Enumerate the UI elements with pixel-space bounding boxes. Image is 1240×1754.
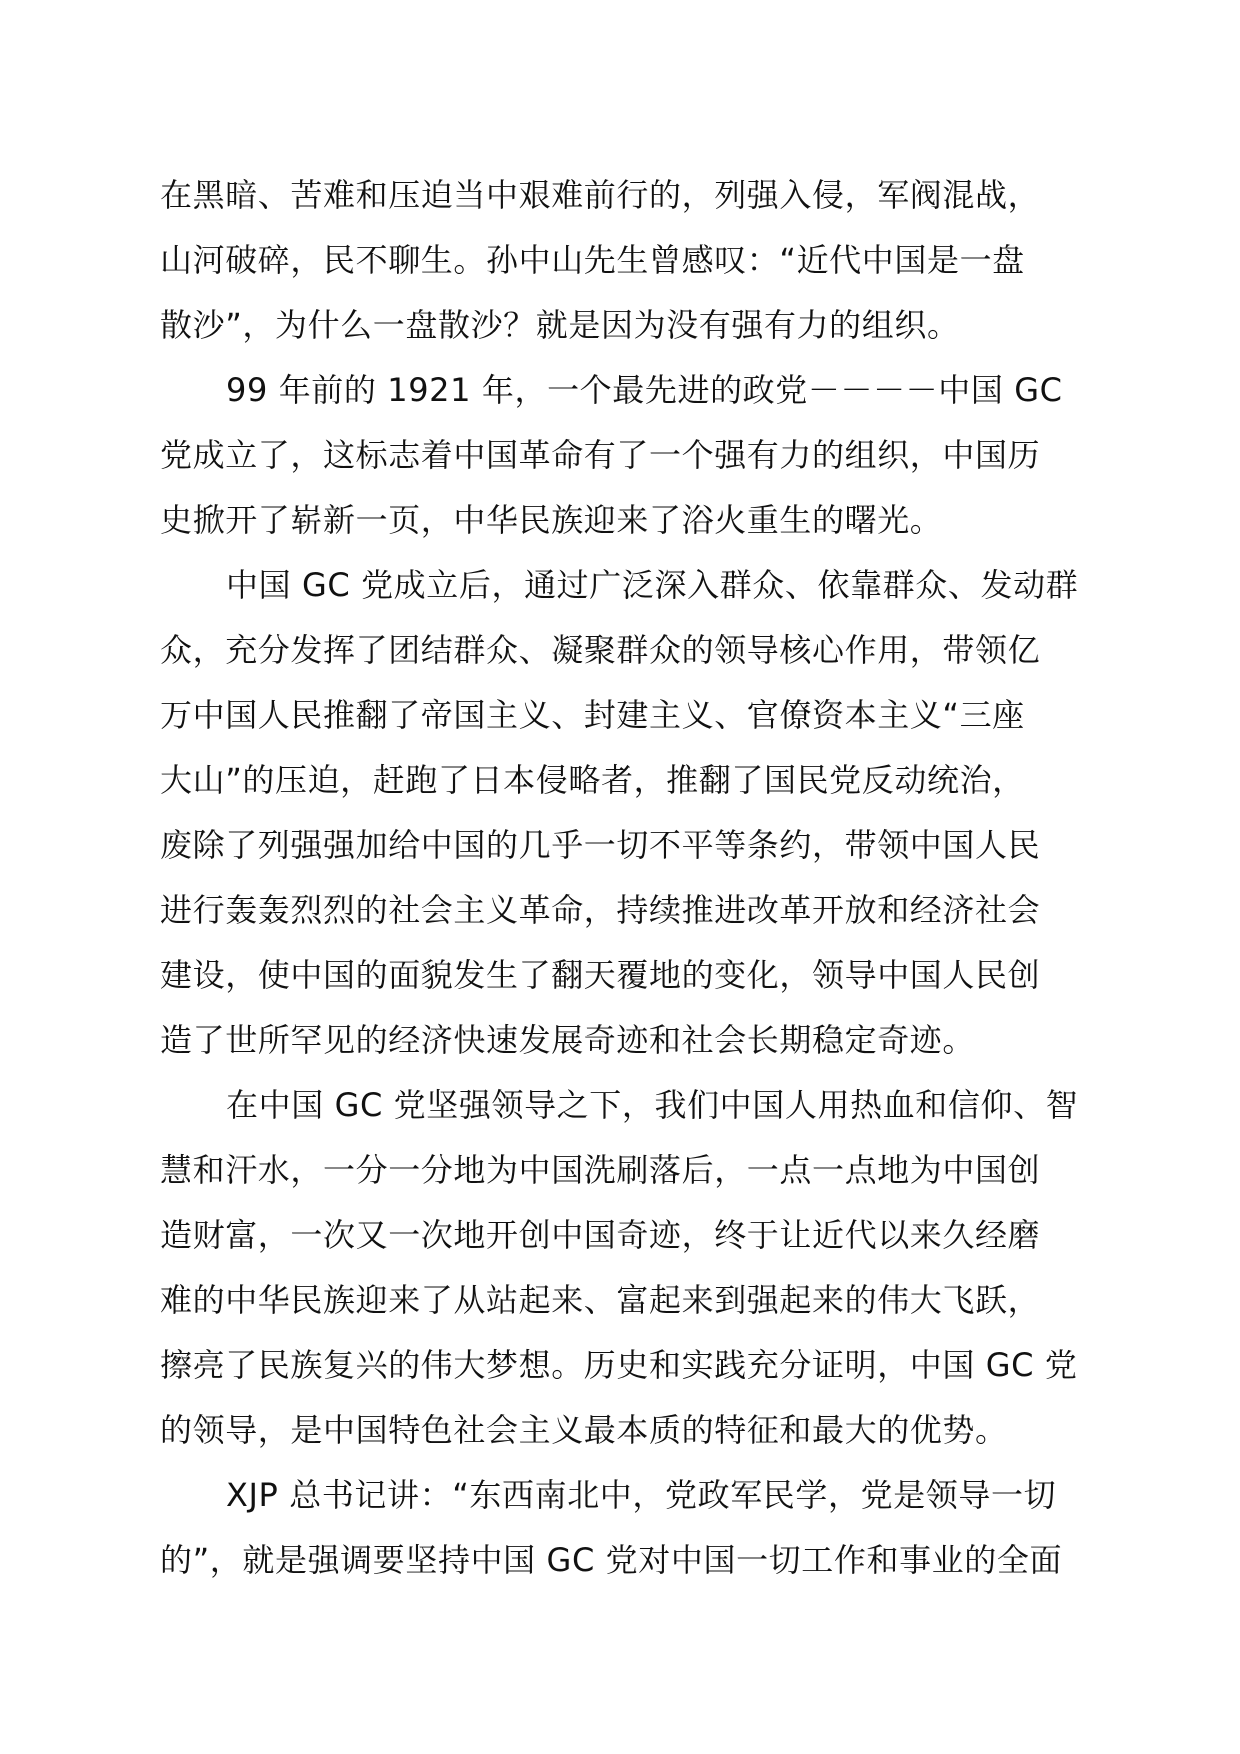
text-line: 建设，使中国的面貌发生了翻天覆地的变化，领导中国人民创: [160, 956, 1041, 994]
text-line: 散沙”，为什么一盘散沙？就是因为没有强有力的组织。: [160, 306, 960, 344]
text-line: 众，充分发挥了团结群众、凝聚群众的领导核心作用，带领亿: [160, 631, 1041, 669]
text-line: 的领导，是中国特色社会主义最本质的特征和最大的优势。: [160, 1411, 1008, 1449]
body-text: [160, 163, 1090, 1593]
text-line: 万中国人民推翻了帝国主义、封建主义、官僚资本主义“三座: [160, 696, 1025, 734]
text-line: 造了世所罕见的经济快速发展奇迹和社会长期稳定奇迹。: [160, 1021, 976, 1059]
text-line: 党成立了，这标志着中国革命有了一个强有力的组织，中国历: [160, 436, 1041, 474]
text-line: 慧和汗水，一分一分地为中国洗刷落后，一点一点地为中国创: [160, 1151, 1041, 1189]
paragraph-first-line: 99 年前的 1921 年，一个最先进的政党－－－－中国 GC: [226, 371, 1063, 409]
text-line: 造财富，一次又一次地开创中国奇迹，终于让近代以来久经磨: [160, 1216, 1041, 1254]
text-line: 废除了列强强加给中国的几乎一切不平等条约，带领中国人民: [160, 826, 1041, 864]
text-line: 史掀开了崭新一页，中华民族迎来了浴火重生的曙光。: [160, 501, 943, 539]
paragraph-first-line: XJP 总书记讲：“东西南北中，党政军民学，党是领导一切: [226, 1476, 1057, 1514]
text-line: 进行轰轰烈烈的社会主义革命，持续推进改革开放和经济社会: [160, 891, 1041, 929]
paragraph-first-line: 中国 GC 党成立后，通过广泛深入群众、依靠群众、发动群: [226, 566, 1079, 604]
text-line: 的”，就是强调要坚持中国 GC 党对中国一切工作和事业的全面: [160, 1541, 1063, 1579]
paragraph-first-line: 在中国 GC 党坚强领导之下，我们中国人用热血和信仰、智: [226, 1086, 1079, 1124]
text-line: 山河破碎，民不聊生。孙中山先生曾感叹：“近代中国是一盘: [160, 241, 1025, 279]
text-line: 在黑暗、苦难和压迫当中艰难前行的，列强入侵，军阀混战，: [160, 176, 1041, 214]
text-line: 擦亮了民族复兴的伟大梦想。历史和实践充分证明，中国 GC 党: [160, 1346, 1078, 1384]
text-line: 难的中华民族迎来了从站起来、富起来到强起来的伟大飞跃，: [160, 1281, 1041, 1319]
text-line: 大山”的压迫，赶跑了日本侵略者，推翻了国民党反动统治，: [160, 761, 1025, 799]
